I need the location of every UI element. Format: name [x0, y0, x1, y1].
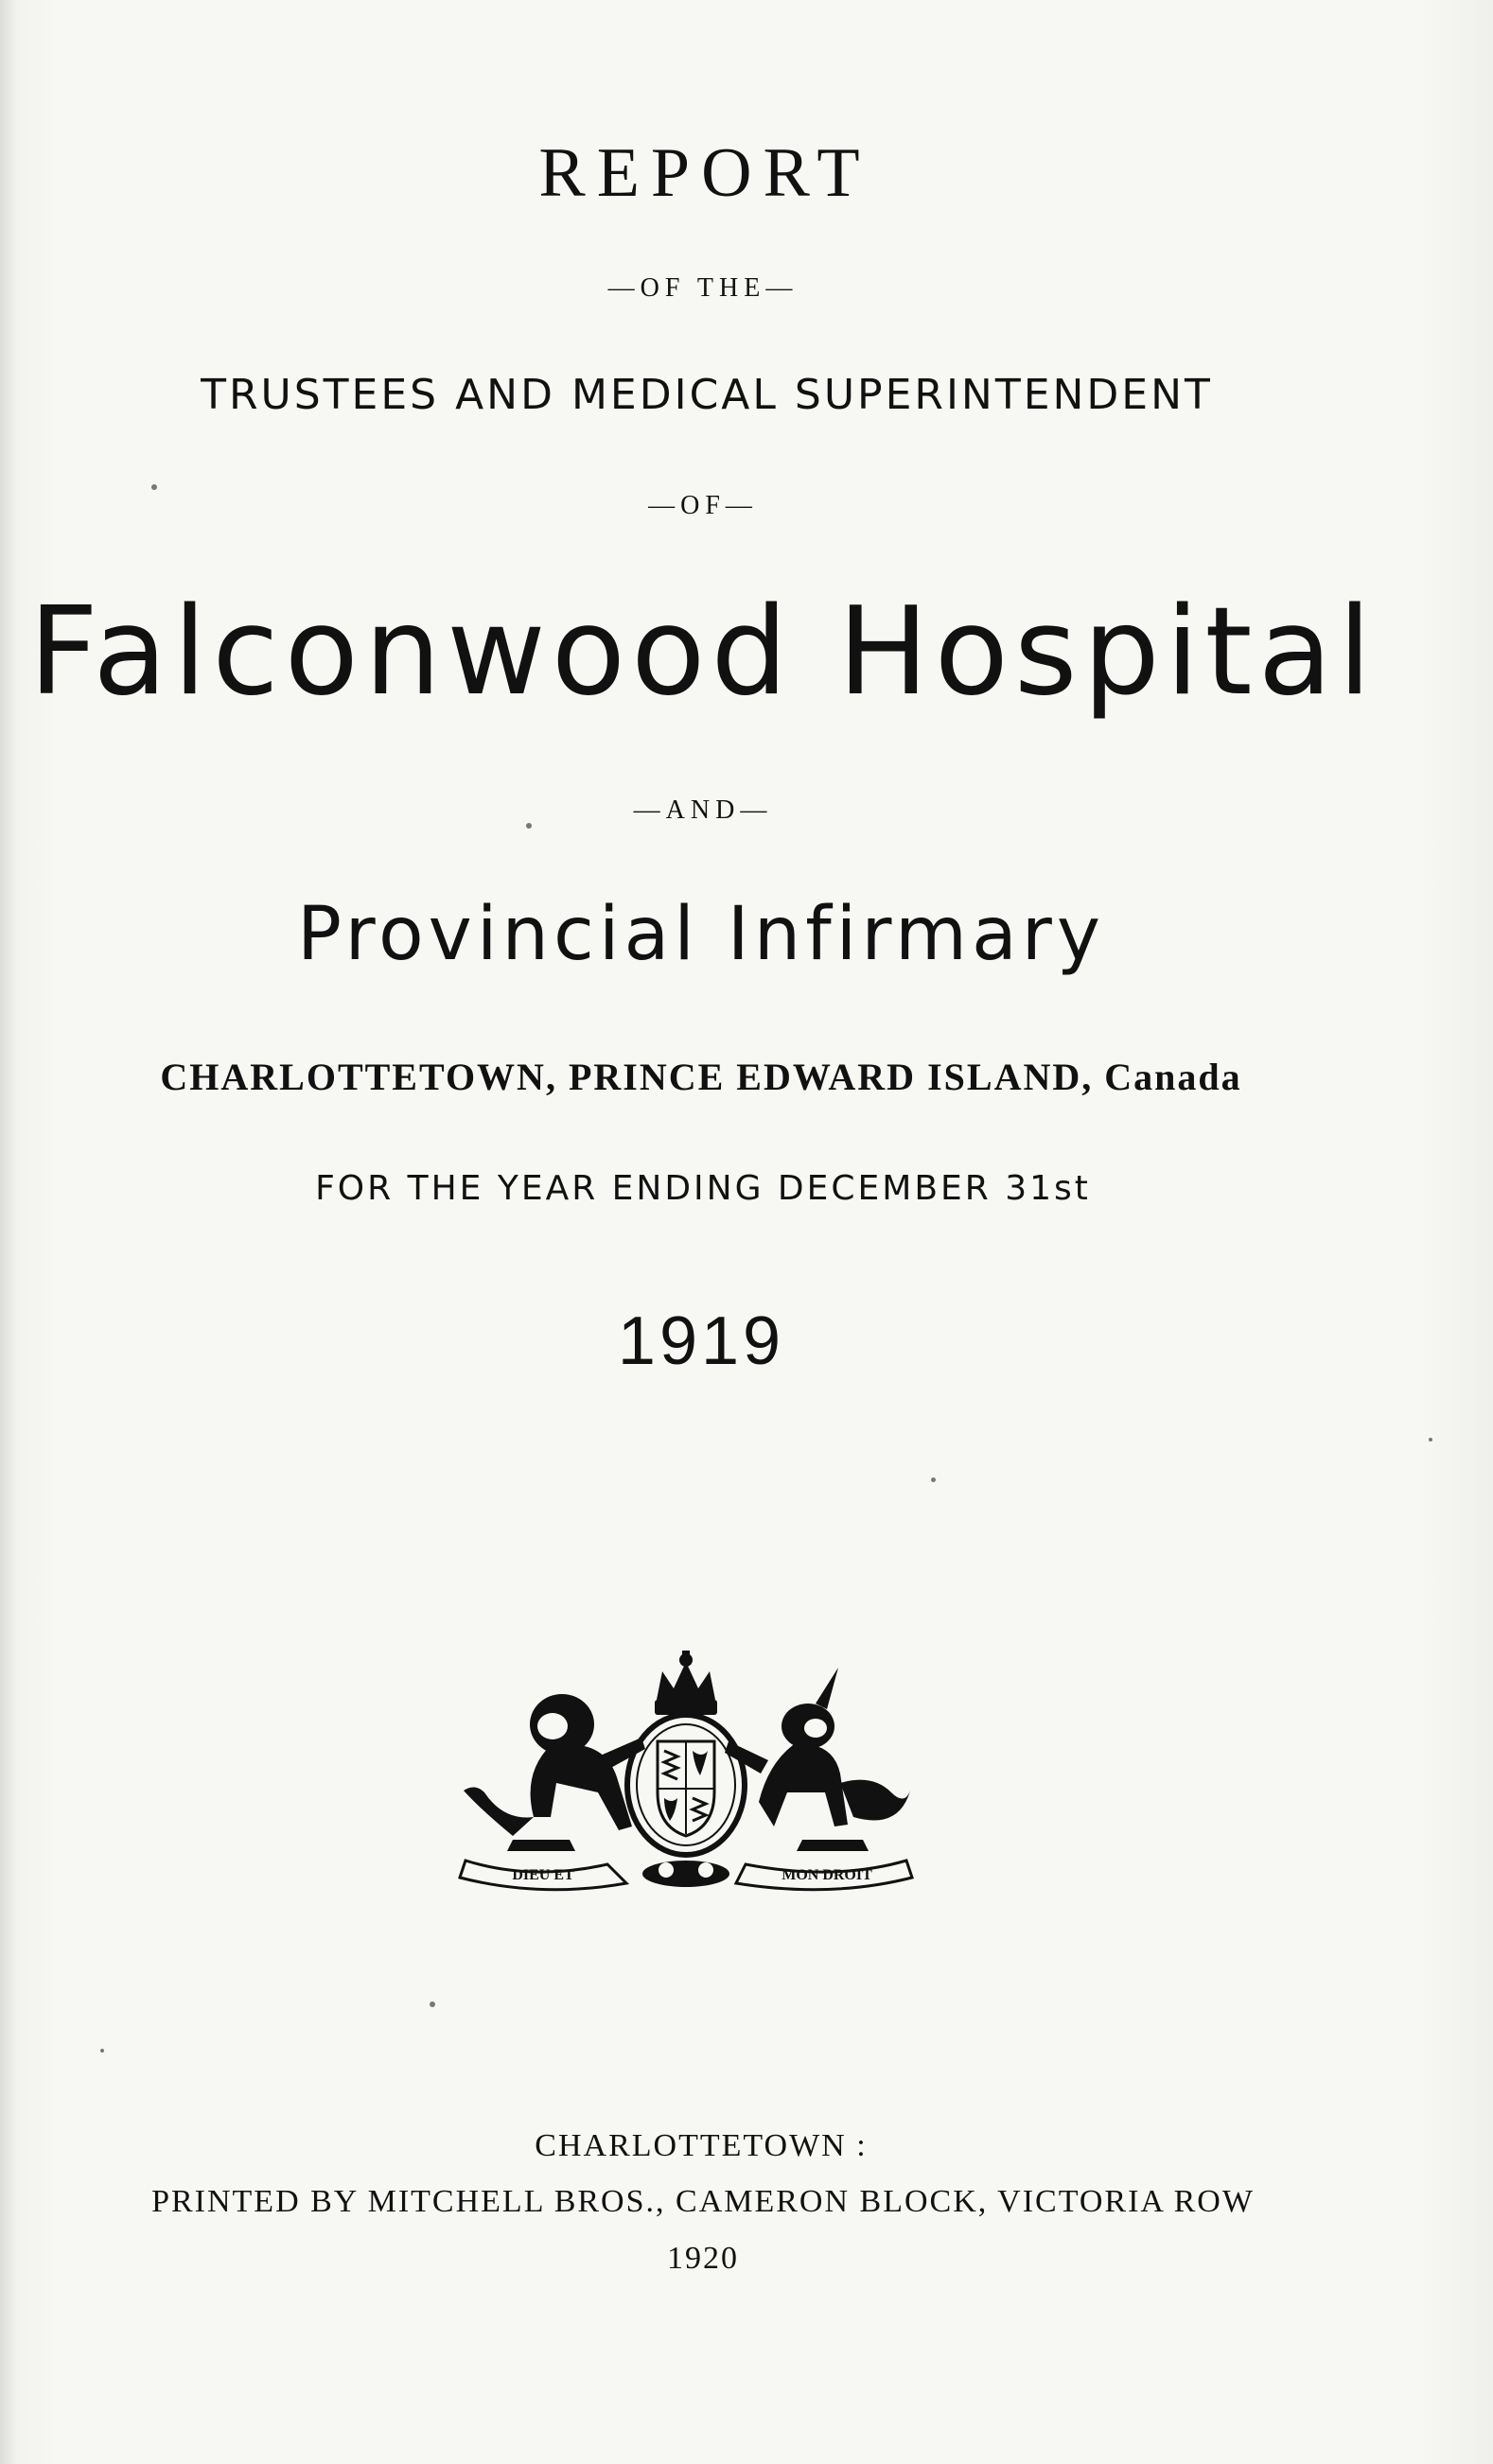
of-the-connector: —OF THE—: [607, 273, 799, 303]
unicorn-supporter-icon: [725, 1668, 910, 1851]
imprint-printer: PRINTED BY MITCHELL BROS., CAMERON BLOCK, VICTORIA ROW: [151, 2184, 1255, 2219]
shield-icon: [627, 1715, 745, 1855]
paper-speck: [1429, 1438, 1432, 1442]
paper-speck: [526, 823, 532, 829]
report-heading: REPORT: [538, 134, 871, 212]
motto-ribbon: [460, 1861, 912, 1890]
report-year: 1919: [617, 1303, 785, 1379]
crown-icon: [655, 1651, 717, 1715]
motto-left: DIEU ET: [512, 1867, 574, 1883]
trustees-heading: TRUSTEES AND MEDICAL SUPERINTENDENT: [201, 371, 1213, 419]
lion-supporter-icon: [464, 1694, 645, 1851]
paper-speck: [151, 484, 157, 490]
imprint-city: CHARLOTTETOWN :: [535, 2128, 868, 2163]
of-connector: —OF—: [648, 491, 758, 520]
royal-coat-of-arms-icon: [456, 1651, 916, 1896]
hospital-name: Falconwood Hospital: [28, 582, 1378, 723]
paper-speck: [100, 2049, 104, 2053]
motto-right: MON DROIT: [782, 1867, 872, 1883]
and-connector: —AND—: [633, 795, 773, 825]
imprint-year: 1920: [667, 2241, 739, 2276]
paper-speck: [430, 2001, 435, 2007]
year-ending-line: FOR THE YEAR ENDING DECEMBER 31st: [315, 1169, 1091, 1208]
infirmary-name: Provincial Infirmary: [296, 892, 1106, 977]
paper-speck: [931, 1477, 936, 1482]
location-line: CHARLOTTETOWN, PRINCE EDWARD ISLAND, Canada: [160, 1056, 1242, 1098]
